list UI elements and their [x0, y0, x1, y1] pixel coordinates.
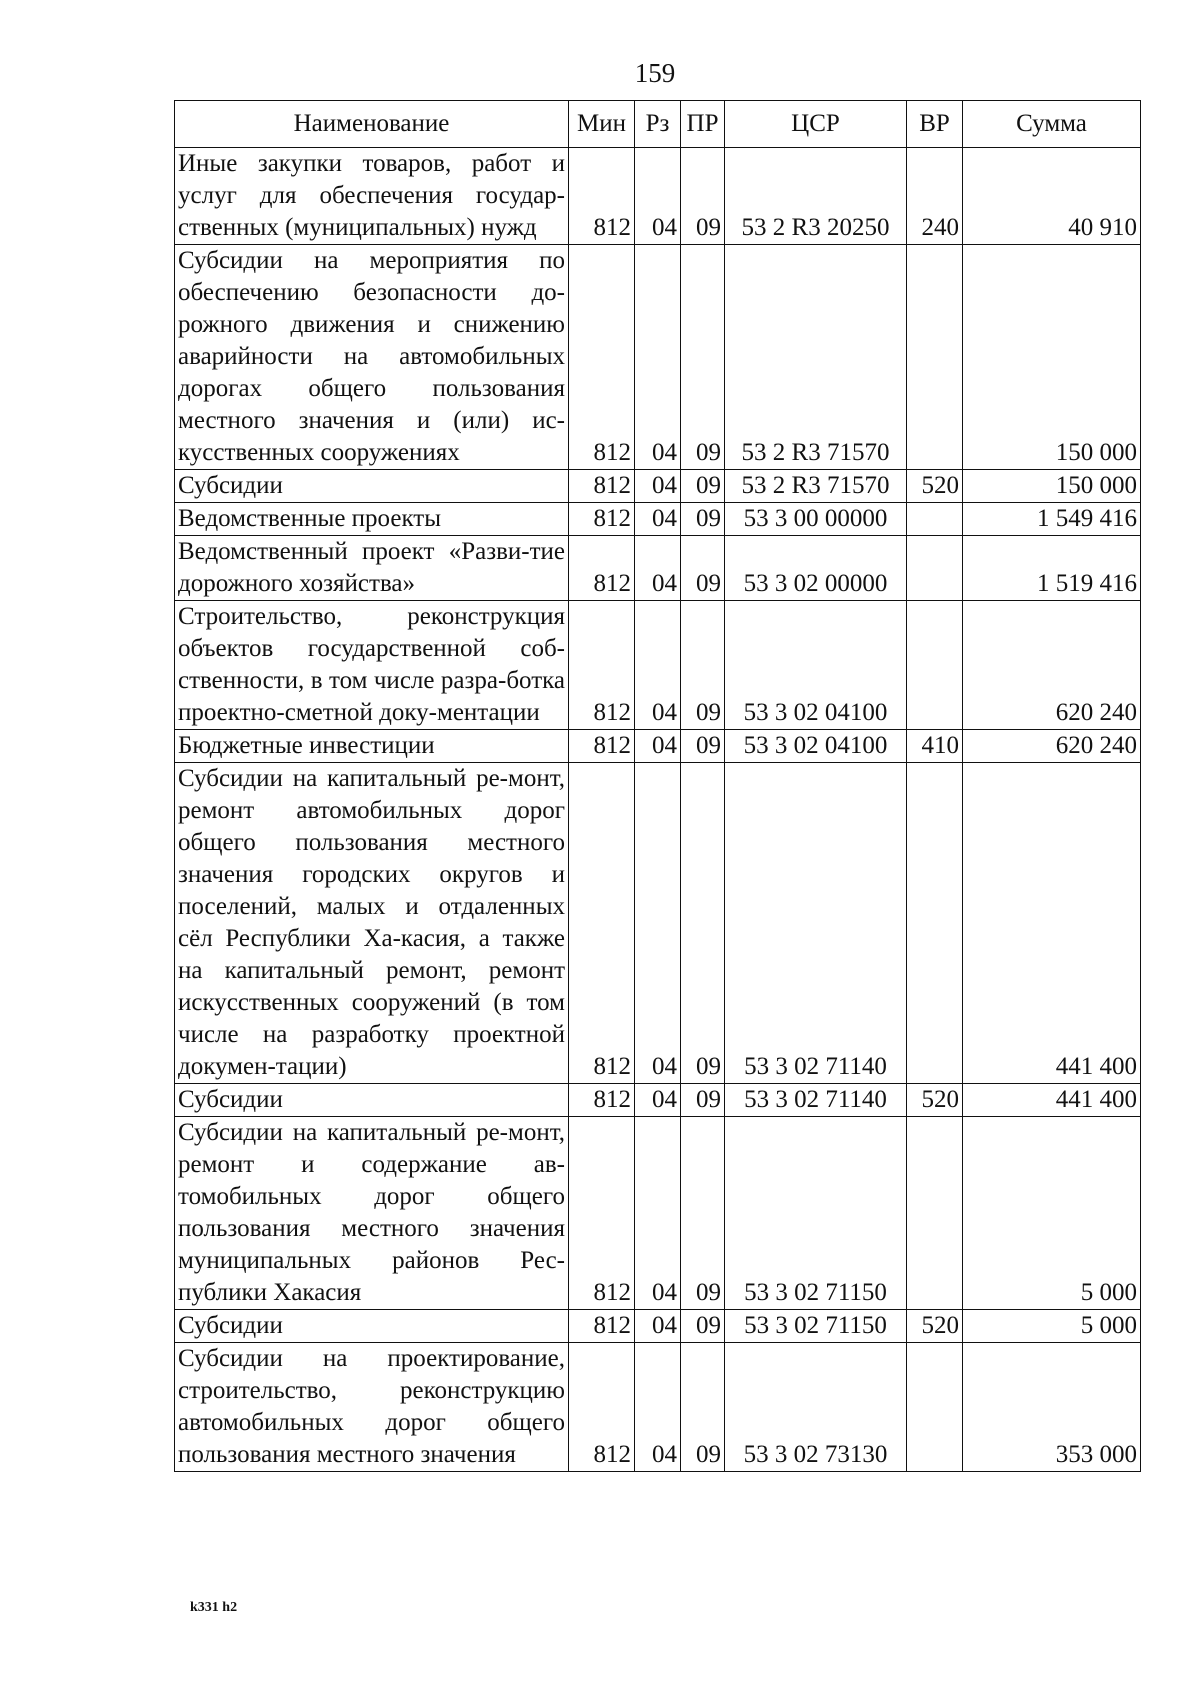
row-pr: 09 [681, 1343, 725, 1472]
row-csr: 53 3 00 00000 [725, 503, 907, 536]
row-sum: 150 000 [963, 245, 1141, 470]
row-rz: 04 [635, 148, 681, 245]
row-name: Субсидии на проектирование, строительство, реконструкцию автомобильных дорог общего пользования местного значения [175, 1343, 569, 1472]
row-pr: 09 [681, 1117, 725, 1310]
row-rz: 04 [635, 470, 681, 503]
row-rz: 04 [635, 730, 681, 763]
table-row [175, 1117, 1141, 1310]
row-name: Субсидии [175, 1310, 569, 1343]
row-min: 812 [569, 601, 635, 730]
row-pr: 09 [681, 730, 725, 763]
row-sum: 441 400 [963, 1084, 1141, 1117]
row-name: Субсидии на капитальный ре-монт, ремонт автомобильных дорог общего пользования местного значения городских округов и поселений, малых и отдаленных сёл Республики Ха-касия, а также на капитальный ремонт, ремонт искусственных сооружений (в том числе на разработку проектной докумен-тации) [175, 763, 569, 1084]
row-rz: 04 [635, 601, 681, 730]
row-rz: 04 [635, 1343, 681, 1472]
row-csr: 53 2 R3 20250 [725, 148, 907, 245]
page-number: 159 [634, 58, 676, 88]
row-sum: 441 400 [963, 763, 1141, 1084]
table-row [175, 763, 1141, 1084]
row-rz: 04 [635, 536, 681, 601]
table-row [175, 470, 1141, 503]
row-csr: 53 2 R3 71570 [725, 470, 907, 503]
row-sum: 353 000 [963, 1343, 1141, 1472]
row-min: 812 [569, 245, 635, 470]
row-vr [907, 601, 963, 730]
column-header-pr: ПР [681, 101, 725, 148]
row-sum: 620 240 [963, 730, 1141, 763]
row-vr [907, 1117, 963, 1310]
table-row [175, 536, 1141, 601]
row-min: 812 [569, 1343, 635, 1472]
row-csr: 53 3 02 04100 [725, 601, 907, 730]
row-sum: 150 000 [963, 470, 1141, 503]
row-pr: 09 [681, 503, 725, 536]
row-rz: 04 [635, 503, 681, 536]
row-pr: 09 [681, 601, 725, 730]
row-name: Иные закупки товаров, работ и услуг для обеспечения государ-ственных (муниципальных) нужд [175, 148, 569, 245]
table-row [175, 730, 1141, 763]
row-name: Субсидии [175, 1084, 569, 1117]
row-sum: 620 240 [963, 601, 1141, 730]
row-name: Бюджетные инвестиции [175, 730, 569, 763]
budget-table [174, 100, 1141, 1472]
row-vr: 520 [907, 1084, 963, 1117]
row-pr: 09 [681, 763, 725, 1084]
row-csr: 53 2 R3 71570 [725, 245, 907, 470]
column-header-csr: ЦСР [725, 101, 907, 148]
row-min: 812 [569, 536, 635, 601]
row-pr: 09 [681, 1084, 725, 1117]
row-sum: 5 000 [963, 1117, 1141, 1310]
row-rz: 04 [635, 245, 681, 470]
row-csr: 53 3 02 73130 [725, 1343, 907, 1472]
row-csr: 53 3 02 04100 [725, 730, 907, 763]
table-header-row [175, 101, 1141, 148]
column-header-sum: Сумма [963, 101, 1141, 148]
row-vr: 240 [907, 148, 963, 245]
row-name: Субсидии на мероприятия по обеспечению безопасности до-рожного движения и снижению аварийности на автомобильных дорогах общего пользования местного значения и (или) ис-кусственных сооружениях [175, 245, 569, 470]
row-pr: 09 [681, 148, 725, 245]
table-row [175, 148, 1141, 245]
row-pr: 09 [681, 245, 725, 470]
row-name: Ведомственный проект «Разви-тие дорожного хозяйства» [175, 536, 569, 601]
table-row [175, 1084, 1141, 1117]
row-sum: 1 519 416 [963, 536, 1141, 601]
footer-code: k331 h2 [190, 1600, 238, 1615]
row-vr [907, 763, 963, 1084]
row-csr: 53 3 02 71150 [725, 1310, 907, 1343]
row-vr [907, 245, 963, 470]
row-min: 812 [569, 1310, 635, 1343]
row-vr: 520 [907, 1310, 963, 1343]
table-row [175, 1310, 1141, 1343]
row-min: 812 [569, 763, 635, 1084]
row-csr: 53 3 02 00000 [725, 536, 907, 601]
row-rz: 04 [635, 1310, 681, 1343]
table-row [175, 503, 1141, 536]
row-pr: 09 [681, 536, 725, 601]
column-header-rz: Рз [635, 101, 681, 148]
row-name: Строительство, реконструкция объектов государственной соб-ственности, в том числе разра-ботка проектно-сметной доку-ментации [175, 601, 569, 730]
row-pr: 09 [681, 470, 725, 503]
row-min: 812 [569, 1117, 635, 1310]
row-rz: 04 [635, 1117, 681, 1310]
row-rz: 04 [635, 1084, 681, 1117]
table-row [175, 245, 1141, 470]
column-header-name: Наименование [175, 101, 569, 148]
row-sum: 40 910 [963, 148, 1141, 245]
row-min: 812 [569, 470, 635, 503]
table-row [175, 601, 1141, 730]
row-rz: 04 [635, 763, 681, 1084]
row-min: 812 [569, 503, 635, 536]
row-csr: 53 3 02 71150 [725, 1117, 907, 1310]
row-sum: 1 549 416 [963, 503, 1141, 536]
row-vr: 410 [907, 730, 963, 763]
row-vr [907, 503, 963, 536]
row-vr: 520 [907, 470, 963, 503]
row-name: Ведомственные проекты [175, 503, 569, 536]
column-header-min: Мин [569, 101, 635, 148]
row-vr [907, 536, 963, 601]
row-csr: 53 3 02 71140 [725, 1084, 907, 1117]
row-min: 812 [569, 1084, 635, 1117]
row-vr [907, 1343, 963, 1472]
row-name: Субсидии [175, 470, 569, 503]
row-min: 812 [569, 730, 635, 763]
row-min: 812 [569, 148, 635, 245]
row-name: Субсидии на капитальный ре-монт, ремонт и содержание ав-томобильных дорог общего пользования местного значения муниципальных районов Рес-публики Хакасия [175, 1117, 569, 1310]
row-pr: 09 [681, 1310, 725, 1343]
table-row [175, 1343, 1141, 1472]
column-header-vr: ВР [907, 101, 963, 148]
row-sum: 5 000 [963, 1310, 1141, 1343]
row-csr: 53 3 02 71140 [725, 763, 907, 1084]
